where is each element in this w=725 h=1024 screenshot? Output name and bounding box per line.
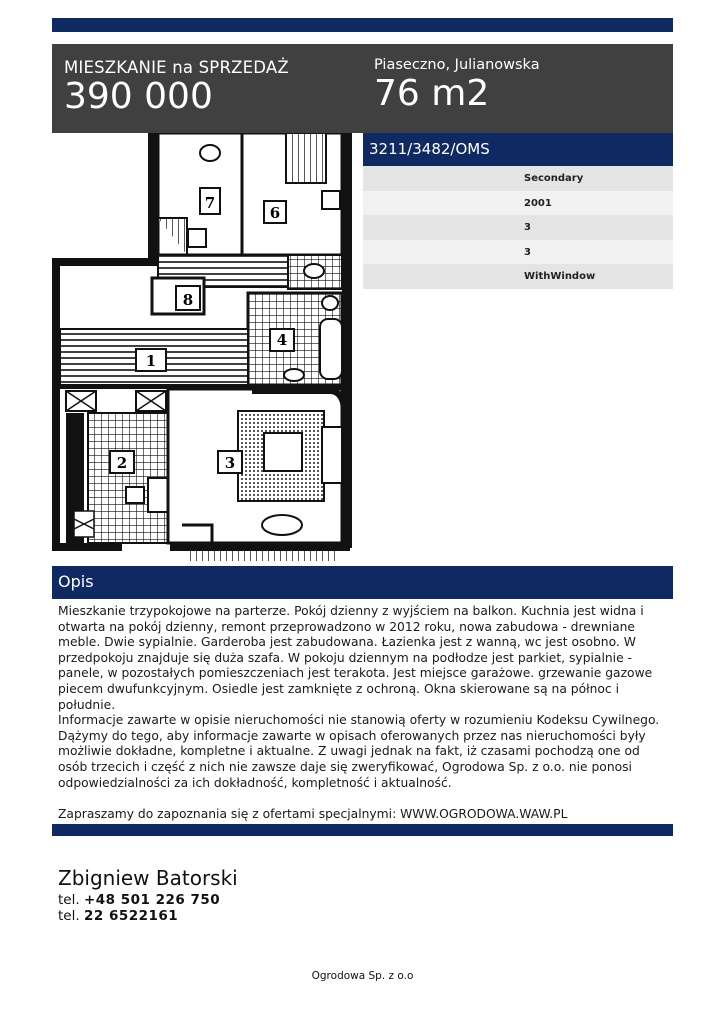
room-1-label: 1 [145, 352, 157, 370]
room-6-label: 6 [269, 204, 281, 222]
description-body: Mieszkanie trzypokojowe na parterze. Pokój dzienny z wyjściem na balkon. Kuchnia jest widna i otwarta na pokój dzienny, remont przeprowadzono w 2012 roku, nowa zabudowa - drewniane meble. Dwie sypialnie. Garderoba jest zabudowana. Łazienka jest z wanną, wc jest osobno. W przedpokoju znajduje się duża szafa. W pokoju dziennym na podłodze jest parkiet, sypialnie - panele, w pozostałych pomieszczeniach jest terakota. Jest miejsce garażowe. grzewanie gazowe piecem dwufunkcyjnym. Osiedle jest zamknięte z ochroną. Okna skierowane są na północ i południe. [58, 604, 653, 712]
param-year: 2001 [363, 191, 673, 216]
description-heading: Opis [52, 566, 673, 599]
special-offers-link[interactable]: Zapraszamy do zapoznania się z ofertami specjalnymi: WWW.OGRODOWA.WAW.PL [58, 806, 568, 821]
tel-label: tel. [58, 908, 80, 924]
listing-header [52, 44, 673, 133]
agent-contact [58, 866, 238, 924]
offer-type: MIESZKANIE na SPRZEDAŻ [64, 58, 289, 77]
bottom-accent-bar [52, 824, 673, 836]
phone-row-2 [58, 908, 238, 924]
param-kitchen: WithWindow [363, 264, 673, 289]
room-4-label: 4 [276, 331, 288, 349]
top-accent-bar [52, 18, 673, 32]
offer-reference: 3211/3482/OMS [363, 133, 673, 166]
room-2-label: 2 [116, 454, 128, 472]
param-rooms: 3 [363, 215, 673, 240]
phone-mobile[interactable]: +48 501 226 750 [83, 892, 221, 908]
location: Piaseczno, Julianowska [374, 57, 540, 73]
floor-plan-image [52, 133, 363, 564]
price: 390 000 [64, 76, 213, 117]
area: 76 m2 [374, 73, 490, 114]
param-floor: 3 [363, 240, 673, 265]
phone-landline[interactable]: 22 6522161 [83, 908, 179, 924]
description-text [58, 604, 668, 822]
room-3-label: 3 [224, 454, 236, 472]
room-8-label: 8 [182, 291, 194, 309]
description-disclaimer: Informacje zawarte w opisie nieruchomości nie stanowią oferty w rozumieniu Kodeksu Cywilnego. Dążymy do tego, aby informacje zawarte w opisach oferowanych przez nas nieruchomości były możliwie dokładne, kompletne i aktualne. Z uwagi jednak na fakt, iż czasami pochodzą one od osób trzecich i część z nich nie zawsze daje się zweryfikować, Ogrodowa Sp. z o.o. nie ponosi odpowiedzialności za ich dokładność, kompletność i aktualność. [58, 713, 660, 790]
phone-row-1 [58, 892, 238, 908]
parameters-table [363, 166, 673, 289]
room-7-label: 7 [204, 194, 216, 212]
footer-company: Ogrodowa Sp. z o.o [311, 970, 414, 982]
param-market: Secondary [363, 166, 673, 191]
tel-label: tel. [58, 892, 80, 908]
agent-name: Zbigniew Batorski [58, 866, 238, 890]
